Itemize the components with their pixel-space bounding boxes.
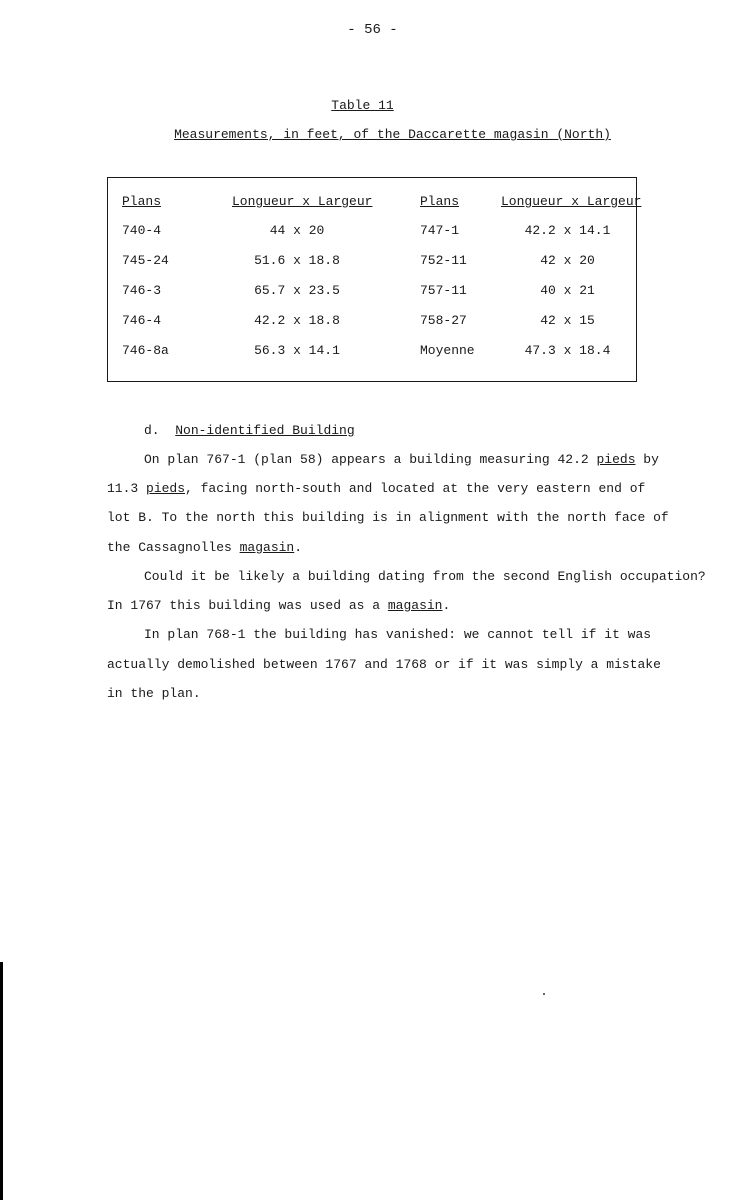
text-run: pieds [146, 481, 186, 496]
table-cell: 40 x 21 [540, 283, 595, 298]
text-run: the Cassagnolles [107, 540, 240, 555]
table-header-plans-1: Plans [122, 194, 162, 209]
table-header-dimensions-2: Longueur x Largeur [501, 194, 642, 209]
table-cell: 740-4 [122, 223, 162, 238]
table-cell: 42.2 x 18.8 [254, 313, 340, 328]
paragraph-line: Could it be likely a building dating from the second English occupation? [144, 569, 706, 584]
table-cell: 746-4 [122, 313, 162, 328]
page-number: - 56 - [347, 22, 398, 38]
paragraph-line [107, 481, 645, 496]
text-run: On plan 767-1 (plan 58) appears a building measuring 42.2 [144, 452, 597, 467]
table-cell: Moyenne [420, 343, 475, 358]
paragraph-line: In plan 768-1 the building has vanished: we cannot tell if it was [144, 627, 652, 642]
text-run: 11.3 [107, 481, 147, 496]
table-cell: 758-27 [420, 313, 467, 328]
table-header-plans-2: Plans [420, 194, 460, 209]
table-cell: 747-1 [420, 223, 460, 238]
table-caption: Measurements, in feet, of the Daccarette magasin (North) [174, 127, 611, 142]
table-cell: 42.2 x 14.1 [524, 223, 611, 238]
text-run: In 1767 this building was used as a [107, 598, 388, 613]
table-cell: 746-8a [122, 343, 169, 358]
text-run: . [294, 540, 303, 555]
paragraph-line [107, 540, 302, 555]
table-cell: 42 x 15 [540, 313, 595, 328]
table-cell: 51.6 x 18.8 [254, 253, 340, 268]
table-title: Table 11 [331, 98, 394, 113]
text-run: by [635, 452, 659, 467]
paragraph-line [144, 452, 659, 467]
text-run: magasin [387, 598, 443, 613]
paragraph-line: actually demolished between 1767 and 1768 or if it was simply a mistake [107, 657, 661, 672]
text-run: pieds [596, 452, 636, 467]
section-label: d. [144, 423, 160, 438]
measurements-table [107, 177, 642, 382]
table-header-dimensions-1: Longueur x Largeur [232, 194, 373, 209]
scan-speck [543, 993, 545, 995]
section-title: Non-identified Building [175, 423, 355, 438]
paragraph-line [107, 598, 450, 613]
table-cell: 746-3 [122, 283, 162, 298]
paragraph-line: lot B. To the north this building is in alignment with the north face of [107, 510, 669, 525]
table-cell: 42 x 20 [540, 253, 595, 268]
text-run: magasin [239, 540, 295, 555]
paragraph-line: in the plan. [107, 686, 201, 701]
table-cell: 745-24 [122, 253, 169, 268]
text-run: . [442, 598, 451, 613]
table-cell: 56.3 x 14.1 [254, 343, 340, 358]
table-cell: 65.7 x 23.5 [254, 283, 340, 298]
table-cell: 47.3 x 18.4 [524, 343, 611, 358]
table-cell: 44 x 20 [269, 223, 325, 238]
text-run: , facing north-south and located at the very eastern end of [185, 481, 646, 496]
section-heading [144, 423, 355, 438]
table-cell: 757-11 [420, 283, 467, 298]
table-cell: 752-11 [420, 253, 467, 268]
scan-edge-bar [0, 962, 3, 1200]
